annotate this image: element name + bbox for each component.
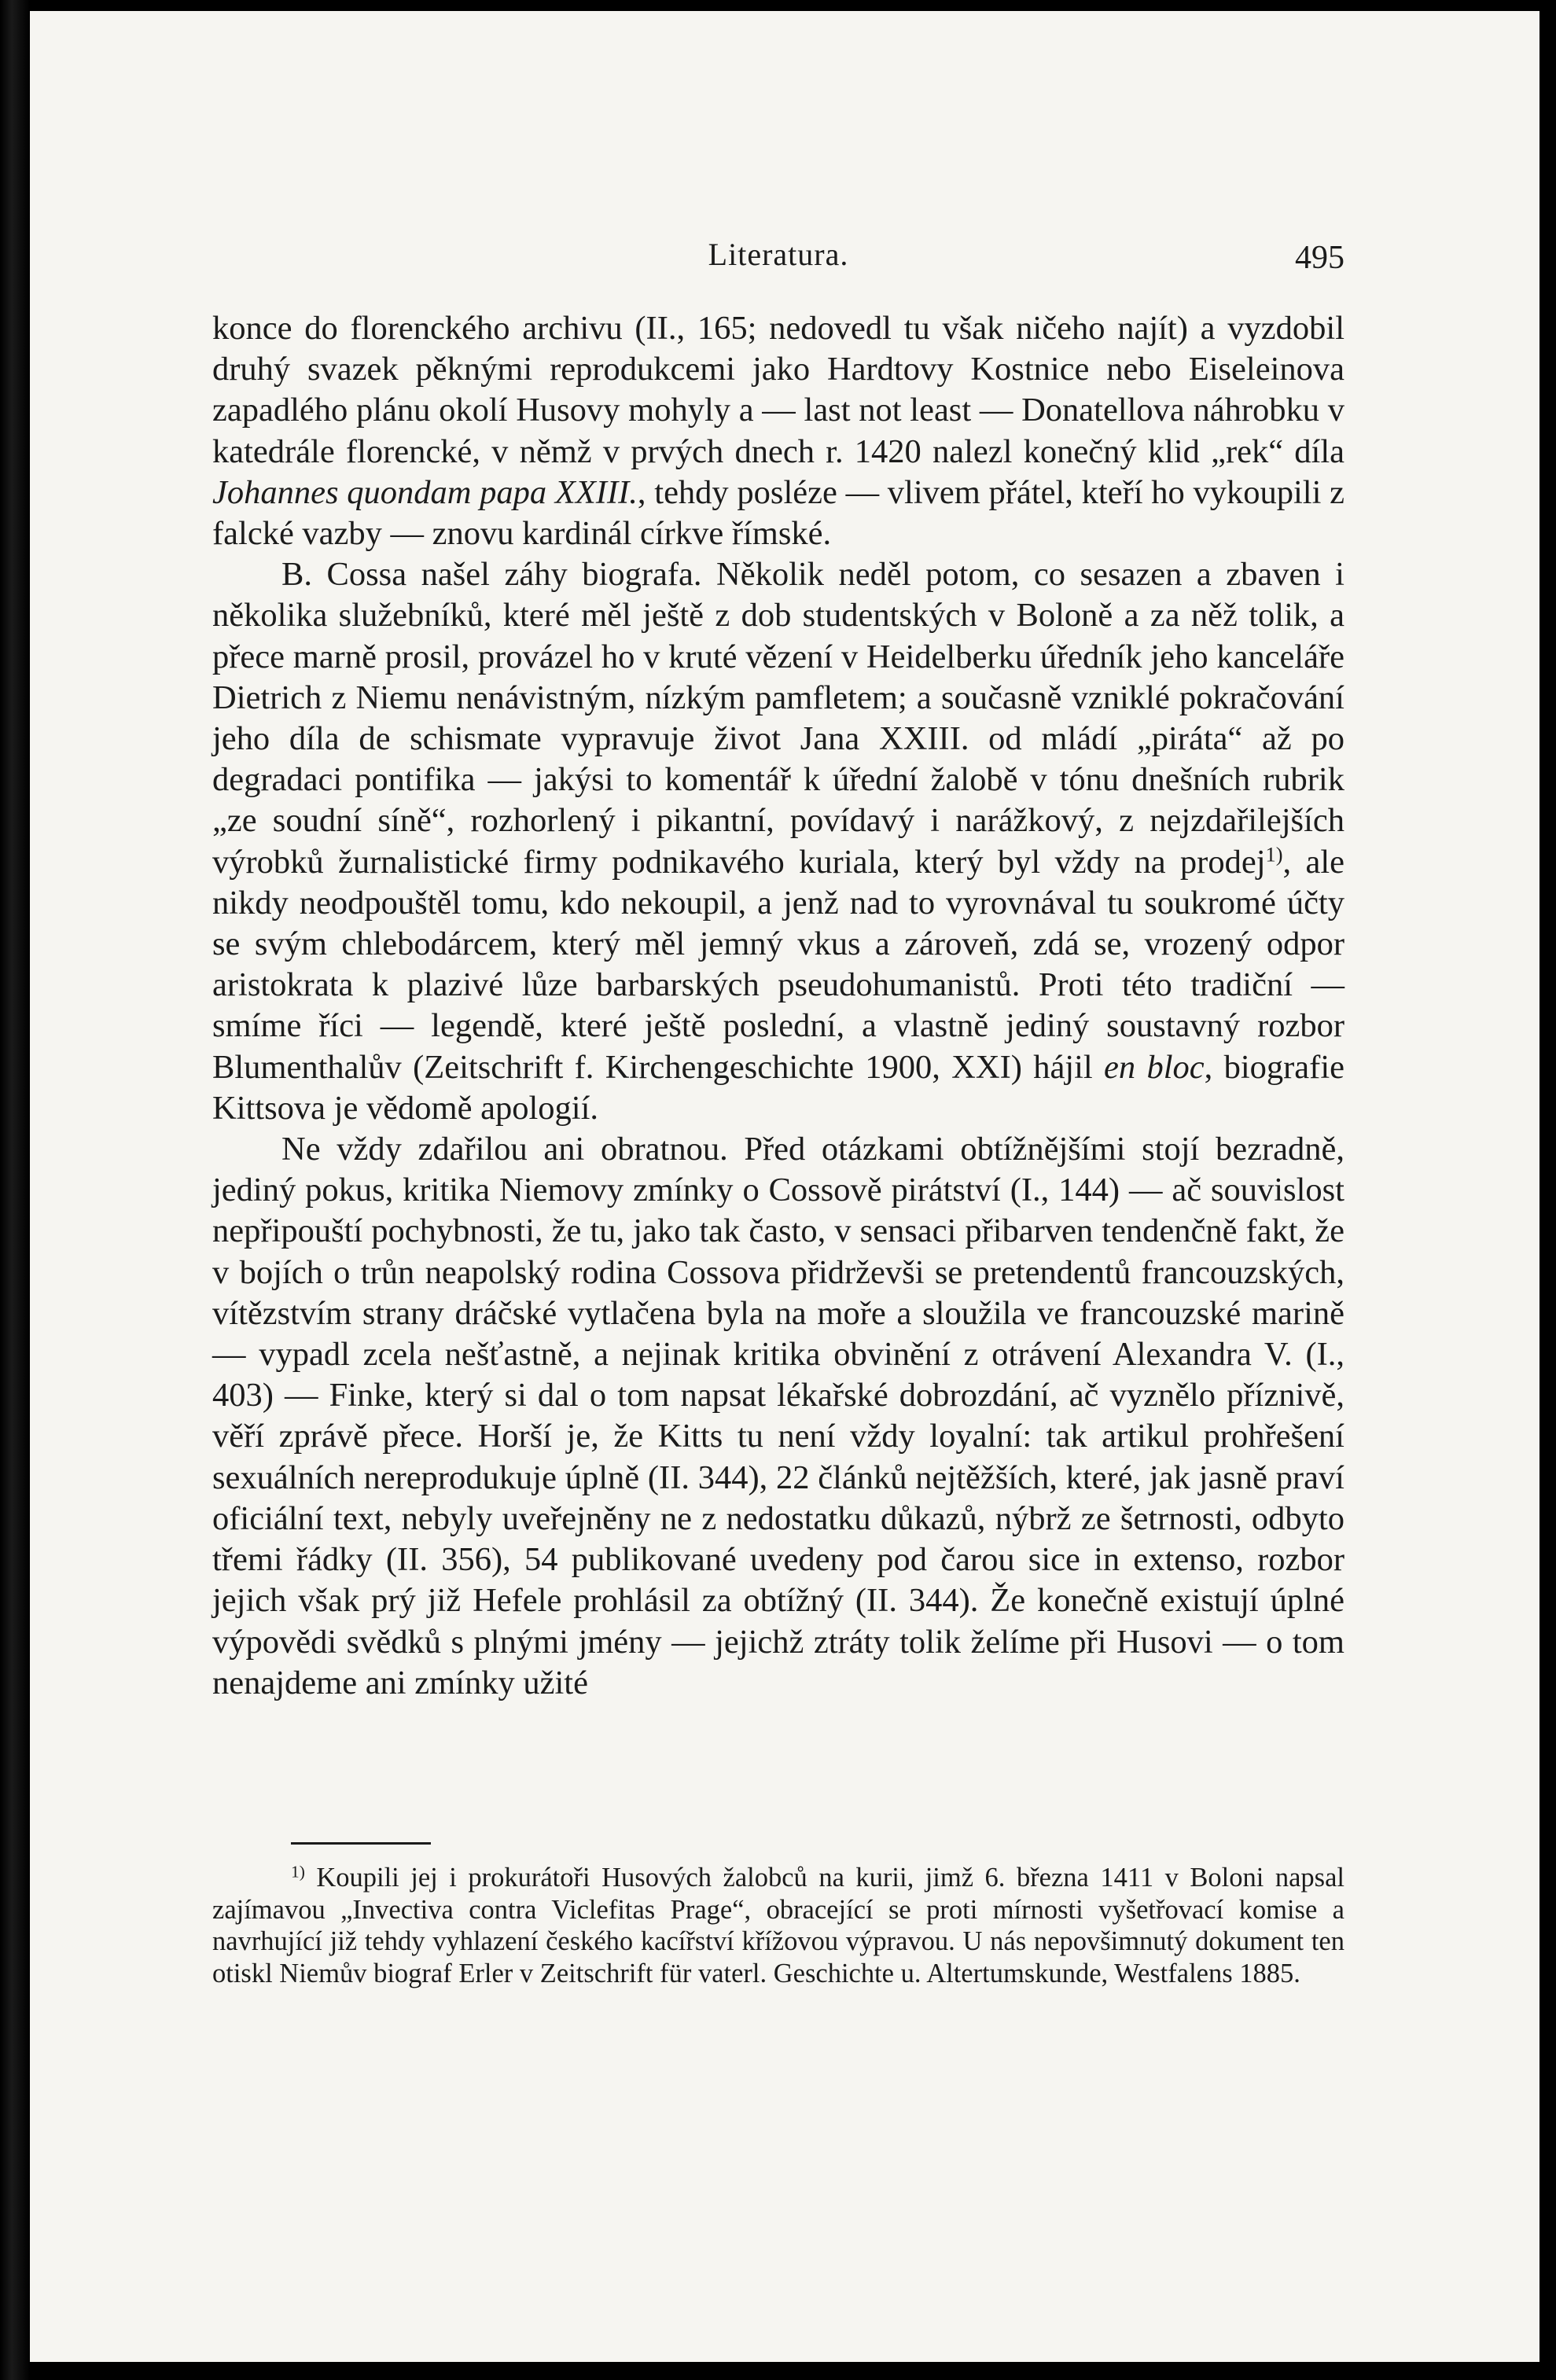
paragraph-1-italic: Johannes quondam papa XXIII. [212,473,638,511]
paragraph-2 [212,554,1344,1129]
paragraph-2-text-c: , biografie Kittsova je vědomě apologií. [212,1048,1344,1127]
paragraph-1-text-a: konce do florenckého archivu (II., 165; nedovedl tu však ničeho najít) a vyzdobil druhý svazek pěknými reprodukcemi jako Hardtovy Kostnice nebo Eiseleinova zapadlého plánu okolí Husovy mohyly a — last not least — Donatellova náhrobku v katedrále florencké, v němž v prvých dnech r. 1420 nalezl konečný klid „rek“ díla [212,310,1344,470]
paragraph-3: Ne vždy zdařilou ani obratnou. Před otázkami obtížnějšími stojí bezradně, jediný pokus, kritika Niemovy zmínky o Cossově pirátství (I., 144) — ač souvislost nepřipouští pochybnosti, že tu, jako tak často, v sensaci přibarven tendenčně fakt, že v bojích o trůn neapolský rodina Cossova přidrževši se pretendentů francouzských, vítězstvím strany dráčské vytlačena byla na moře a sloužila ve francouzské marině — vypadl zcela nešťastně, a nejinak kritika obvinění z otrávení Alexandra V. (I., 403) — Finke, který si dal o tom napsat lékařské dobrozdání, ač vyznělo příznivě, věří zprávě přece. Horší je, že Kitts tu není vždy loyalní: tak artikul prohřešení sexuálních nereprodukuje úplně (II. 344), 22 článků nejtěžších, které, jak jasně praví oficiální text, nebyly uveřejněny ne z nedostatku důkazů, nýbrž ze šetrnosti, odbyto třemi řádky (II. 356), 54 publikované uvedeny pod čarou sice in extenso, rozbor jejich však prý již Hefele prohlásil za obtížný (II. 344). Že konečně existují úplné výpovědi svědků s plnými jmény — jejichž ztráty tolik želíme při Husovi — o tom nenajdeme ani zmínky užité [212,1131,1344,1701]
paragraph-1 [212,308,1344,554]
footnotes [212,1862,1344,1989]
scan-edge-shadow [0,0,30,2380]
footnote-reference-1: 1) [1265,843,1283,866]
footnote-divider [291,1842,431,1845]
paragraph-2-italic: en bloc [1104,1048,1205,1086]
paragraph-2-text-b: , ale nikdy neodpouštěl tomu, kdo nekoupil, a jenž nad to vyrovnával tu soukromé účty se svým chlebodárcem, který měl jemný vkus a zároveň, zdá se, vrozený odpor aristokrata k plazivé lůze barbarských pseudohumanistů. Proti této tradiční — smíme říci — legendě, které ještě poslední, a vlastně jediný soustavný rozbor Blumenthalův (Zeitschrift f. Kirchengeschichte 1900, XXI) hájil [212,843,1344,1086]
paragraph-2-text-a: B. Cossa našel záhy biografa. Několik neděl potom, co sesazen a zbaven i několika služebníků, které měl ještě z dob studentských v Boloně a za něž tolik, a přece marně prosil, provázel ho v kruté vězení v Heidelberku úředník jeho kanceláře Dietrich z Niemu nenávistným, nízkým pamfletem; a současně vzniklé pokračování jeho díla de schismate vypravuje život Jana XXIII. od mládí „piráta“ až po degradaci pontifika — jakýsi to komentář k úřední žalobě v tónu dnešních rubrik „ze soudní síně“, rozhorlený i pikantní, povídavý i narážkový, z nejzdařilejších výrobků žurnalistické firmy podnikavého kuriala, který byl vždy na prodej [212,556,1344,881]
page-header [212,236,1344,283]
main-text [212,308,1344,1704]
paragraph-1-text-b: , tehdy posléze — vlivem přátel, kteří ho vykoupili z falcké vazby — znovu kardinál církve římské. [212,473,1345,553]
footnote-1-mark: 1) [291,1862,305,1882]
running-head: Literatura. [708,237,849,272]
footnote-1-text: Koupili jej i prokurátoři Husových žalobců na kurii, jimž 6. března 1411 v Boloni napsal zajímavou „Invectiva contra Viclefitas Prage“, obracející se proti mírnosti vyšetřovací komise a navrhující již tehdy vyhlazení českého kacířství křížovou výpravou. U nás nepovšimnutý dokument ten otiskl Niemův biograf Erler v Zeitschrift für vaterl. Geschichte u. Altertumskunde, Westfalens 1885. [212,1863,1344,1988]
footnote-1 [212,1862,1344,1989]
page-number: 495 [1295,240,1344,276]
